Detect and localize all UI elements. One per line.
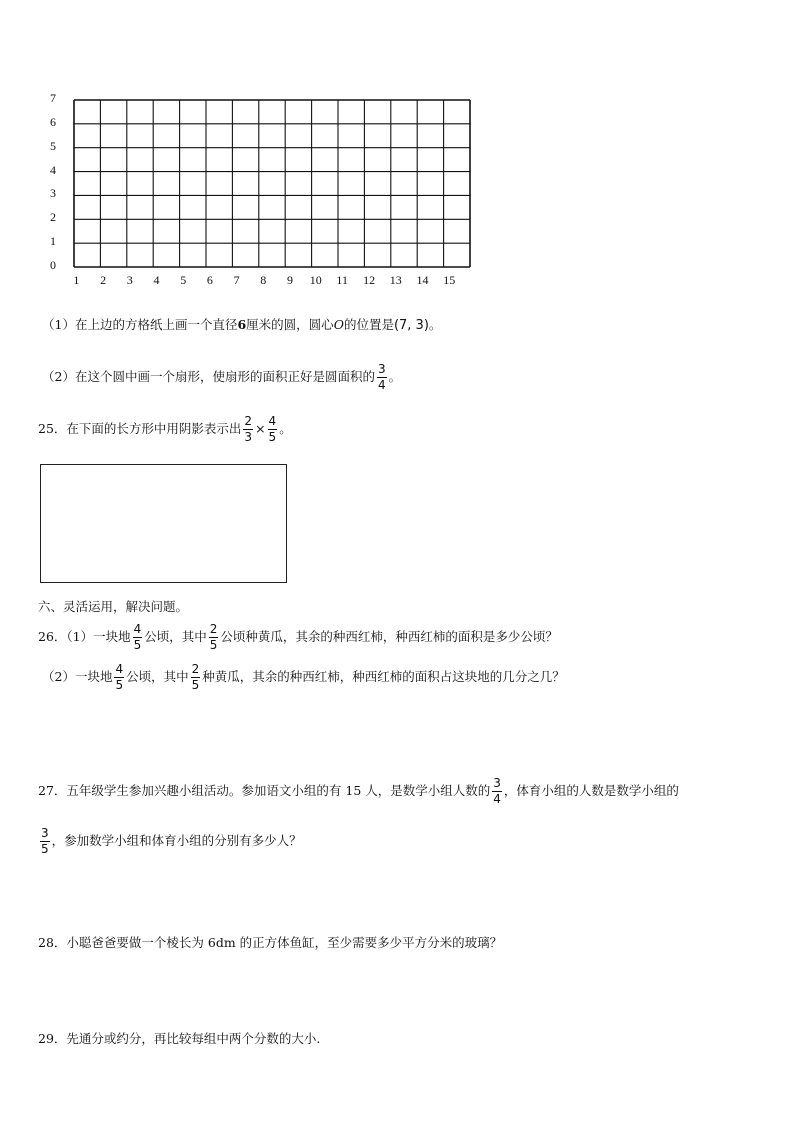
grid-y-label: 2 [50, 210, 56, 225]
q24-1-text-b: 厘米的圆，圆心 [246, 317, 334, 332]
q24-1-coordinate: (7, 3) [393, 318, 429, 333]
grid-y-label: 3 [50, 186, 56, 201]
q26-part1 [38, 622, 558, 653]
grid-x-label: 2 [100, 273, 107, 287]
q26-1-text-a: 26．（1）一块地 [38, 629, 131, 644]
q27-line2 [38, 826, 302, 857]
grid-y-label: 1 [50, 234, 56, 249]
q25-text-b: 。 [279, 421, 292, 436]
q25-fraction-1: $\frac{2}{3}$ [244, 414, 253, 444]
q24-1-point-o: O [333, 317, 344, 332]
grid-x-label: 4 [153, 273, 160, 287]
grid-y-label: 7 [50, 91, 56, 105]
q27-text-c: ，参加数学小组和体育小组的分别有多少人？ [51, 833, 302, 848]
section6-title: 六、灵活运用，解决问题。 [38, 599, 189, 614]
grid-x-label: 10 [309, 273, 322, 287]
q27-text-a: 27．五年级学生参加兴趣小组活动。参加语文小组的有 15 人，是数学小组人数的 [38, 783, 491, 798]
q26-2-text-b: 公顷，其中 [126, 669, 189, 684]
q24-1-diameter: 6 [237, 317, 247, 332]
q26-1-text-b: 公顷，其中 [144, 629, 207, 644]
q25-times: × [255, 421, 266, 436]
grid-y-label: 6 [50, 114, 56, 129]
q24-part1 [42, 316, 441, 335]
q29-question: 29．先通分或约分，再比较每组中两个分数的大小. [38, 1031, 321, 1046]
q26-2-text-a: （2）一块地 [42, 669, 113, 684]
q25-text-a: 25．在下面的长方形中用阴影表示出 [38, 421, 242, 436]
q24-part2 [42, 362, 401, 393]
q26-2-fraction-2: $\frac{2}{5}$ [191, 662, 200, 692]
grid-x-label: 11 [336, 273, 348, 287]
grid-x-label: 12 [363, 273, 376, 287]
grid-x-label: 3 [126, 273, 133, 287]
grid-svg [0, 0, 794, 300]
q27-fraction-1: $\frac{3}{4}$ [493, 776, 501, 806]
grid-x-label: 15 [443, 273, 456, 287]
grid-y-label: 4 [50, 162, 56, 177]
grid-x-label: 6 [206, 273, 213, 287]
q25-question [38, 414, 292, 445]
q26-2-text-c: 种黄瓜，其余的种西红柿，种西红柿的面积占这块地的几分之几？ [202, 669, 565, 684]
grid-y-label: 5 [50, 138, 56, 153]
q28-question: 28．小聪爸爸要做一个棱长为 6dm 的正方体鱼缸，至少需要多少平方分米的玻璃？ [38, 935, 503, 950]
q25-rectangle[interactable] [40, 464, 287, 583]
q26-1-text-c: 公顷种黄瓜，其余的种西红柿，种西红柿的面积是多少公顷？ [220, 629, 558, 644]
q27-line1 [38, 776, 679, 807]
q24-2-text-b: 。 [388, 369, 402, 384]
q26-1-fraction-1: $\frac{4}{5}$ [133, 622, 142, 652]
q24-1-text-c: 的位置是 [343, 317, 394, 332]
q27-fraction-2: $\frac{3}{5}$ [41, 826, 49, 856]
q24-2-text-a: （2）在这个圆中画一个扇形，使扇形的面积正好是圆面积的 [42, 369, 375, 384]
q24-2-fraction: $\frac{3}{4}$ [377, 362, 386, 392]
grid-y-label: 0 [50, 258, 56, 272]
q24-1-text-d: 。 [428, 317, 442, 332]
q27-text-b: ，体育小组的人数是数学小组的 [503, 783, 679, 798]
grid-x-label: 8 [260, 273, 267, 287]
grid-x-label: 1 [73, 273, 80, 287]
grid-x-label: 13 [389, 273, 402, 287]
q25-fraction-2: $\frac{4}{5}$ [268, 414, 277, 444]
grid-x-label: 9 [287, 273, 293, 287]
grid-x-label: 14 [416, 273, 429, 287]
grid-x-label: 5 [180, 273, 187, 287]
q24-1-text-a: （1）在上边的方格纸上画一个直径 [42, 317, 238, 332]
grid-x-label: 7 [233, 273, 240, 287]
q26-part2 [42, 662, 565, 693]
q26-1-fraction-2: $\frac{2}{5}$ [209, 622, 218, 652]
q26-2-fraction-1: $\frac{4}{5}$ [115, 662, 124, 692]
